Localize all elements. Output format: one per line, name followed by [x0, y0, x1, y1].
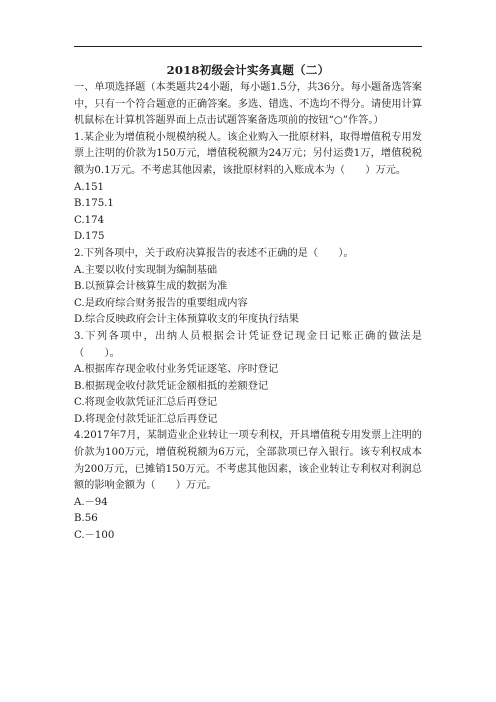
page-title: 2018初级会计实务真题（二） [166, 63, 330, 77]
answer-option: C.－100 [74, 530, 115, 542]
answer-option: B.根据现金收付款凭证金额相抵的差额登记 [74, 380, 269, 392]
answer-option: D.将现金付款凭证汇总后再登记 [74, 413, 218, 425]
answer-option: A.－94 [74, 496, 108, 508]
answer-option: A.根据库存现金收付业务凭证逐笔、序时登记 [74, 364, 279, 376]
question-3 [74, 329, 422, 429]
question-stem: 1.某企业为增值税小规模纳税人。该企业购入一批原材料，取得增值税专用发票上注明的价款为150万元，增值税税额为24万元；另付运费1万，增值税税额为0.1万元。不考虑其他因素，该批原材料的入账成本为（ ）万元。 [74, 131, 422, 176]
question-4 [74, 428, 422, 544]
answer-option: B.以预算会计核算生成的数据为准 [74, 281, 228, 293]
section-instructions: 一、单项选择题（本类题共24小题，每小题1.5分，共36分。每小题备选答案中，只有一个符合题意的正确答案。多选、错选、不选均不得分。请使用计算机鼠标在计算机答题界面上点击试题答案备选项前的按钮“○”作答。） [74, 82, 422, 127]
answer-option: D.175 [74, 231, 105, 243]
document-body [74, 80, 422, 545]
answer-option: B.56 [74, 513, 98, 525]
answer-option: C.174 [74, 214, 105, 226]
answer-option: D.综合反映政府会计主体预算收支的年度执行结果 [74, 314, 299, 326]
answer-option: A.151 [74, 181, 105, 193]
answer-option: C.将现金收款凭证汇总后再登记 [74, 397, 218, 409]
header-rule [74, 46, 422, 47]
question-stem: 2.下列各项中，关于政府决算报告的表述不正确的是（ ）。 [74, 247, 354, 259]
answer-option: B.175.1 [74, 198, 114, 210]
answer-option: C.是政府综合财务报告的重要组成内容 [74, 297, 248, 309]
answer-option: A.主要以收付实现制为编制基础 [74, 264, 218, 276]
question-stem: 4.2017年7月，某制造业企业转让一项专利权，开具增值税专用发票上注明的价款为100万元，增值税税额为6万元，全部款项已存入银行。该专利权成本为200万元，已摊销150万元。不考虑其他因素，该企业转让专利权对利润总额的影响金额为（ ）万元。 [74, 430, 422, 492]
question-1 [74, 130, 422, 246]
question-2 [74, 246, 422, 329]
question-stem: 3.下列各项中，出纳人员根据会计凭证登记现金日记账正确的做法是（ ）。 [74, 330, 422, 359]
